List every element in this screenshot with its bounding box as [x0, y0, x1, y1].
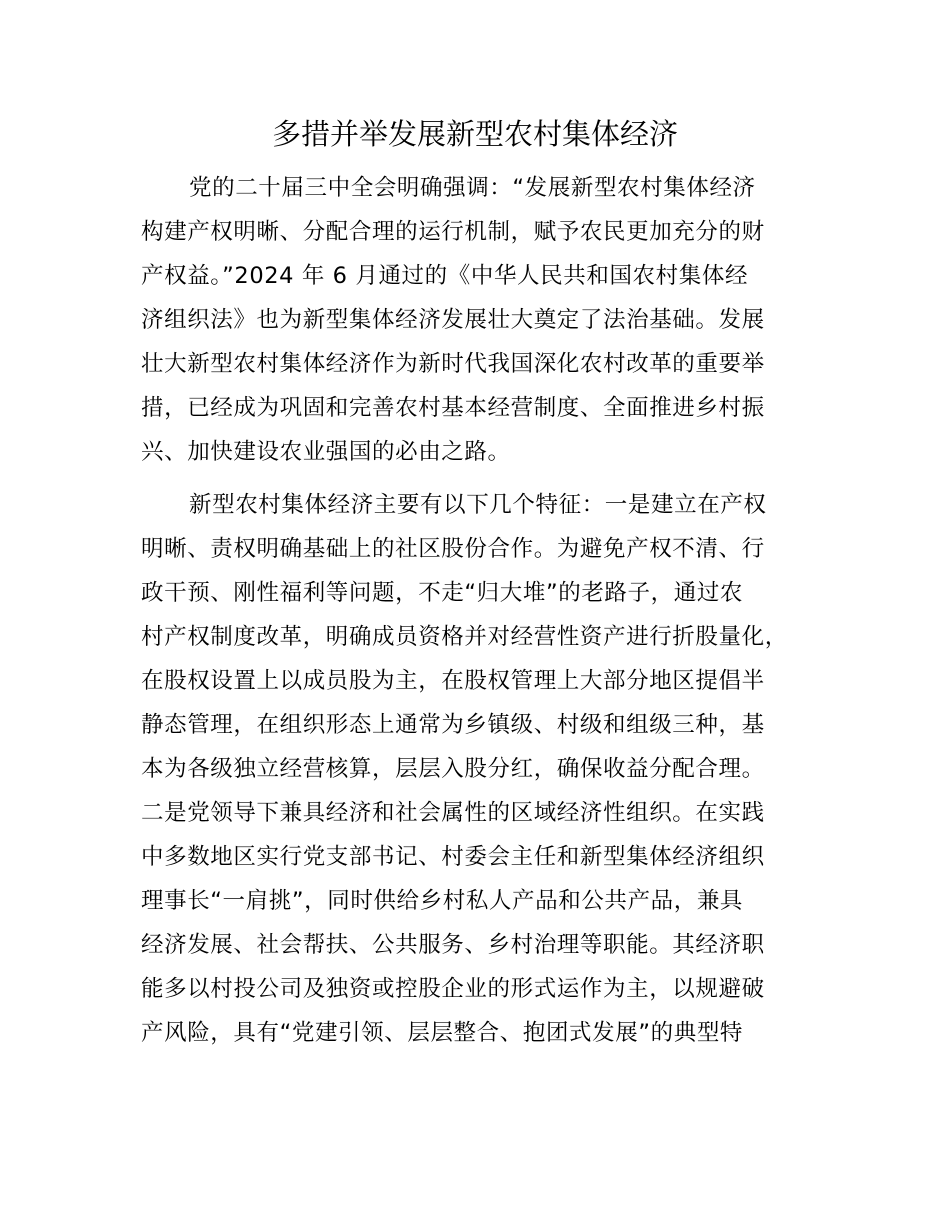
paragraph-line: 中多数地区实行党支部书记、村委会主任和新型集体经济组织 — [141, 844, 765, 870]
paragraph-line: 能多以村投公司及独资或控股企业的形式运作为主，以规避破 — [141, 976, 765, 1002]
paragraph-line: 静态管理，在组织形态上通常为乡镇级、村级和组级三种，基 — [141, 712, 765, 738]
paragraph-line: 经济发展、社会帮扶、公共服务、乡村治理等职能。其经济职 — [141, 932, 765, 958]
paragraph-line: 产权益。”2024 年 6 月通过的《中华人民共和国农村集体经 — [141, 263, 749, 289]
paragraph-line: 理事长“一肩挑”，同时供给乡村私人产品和公共产品，兼具 — [141, 888, 744, 914]
paragraph-line: 在股权设置上以成员股为主，在股权管理上大部分地区提倡半 — [141, 668, 765, 694]
paragraph-line: 构建产权明晰、分配合理的运行机制，赋予农民更加充分的财 — [141, 219, 765, 245]
paragraph-line: 兴、加快建设农业强国的必由之路。 — [141, 439, 511, 465]
paragraph-line: 党的二十届三中全会明确强调：“发展新型农村集体经济 — [189, 175, 756, 201]
paragraph-line: 济组织法》也为新型集体经济发展壮大奠定了法治基础。发展 — [141, 307, 765, 333]
document-title: 多措并举发展新型农村集体经济 — [271, 117, 678, 151]
paragraph-line: 村产权制度改革，明确成员资格并对经营性资产进行折股量化， — [141, 624, 788, 650]
paragraph-line: 二是党领导下兼具经济和社会属性的区域经济性组织。在实践 — [141, 800, 765, 826]
paragraph-line: 明晰、责权明确基础上的社区股份合作。为避免产权不清、行 — [141, 536, 765, 562]
paragraph-line: 本为各级独立经营核算，层层入股分红，确保收益分配合理。 — [141, 756, 765, 782]
paragraph-line: 措，已经成为巩固和完善农村基本经营制度、全面推进乡村振 — [141, 395, 765, 421]
paragraph-line: 壮大新型农村集体经济作为新时代我国深化农村改革的重要举 — [141, 351, 765, 377]
paragraph-line: 产风险，具有“党建引领、层层整合、抱团式发展”的典型特 — [141, 1020, 744, 1046]
paragraph-line: 政干预、刚性福利等问题，不走“归大堆”的老路子，通过农 — [141, 580, 744, 606]
paragraph-line: 新型农村集体经济主要有以下几个特征：一是建立在产权 — [189, 492, 767, 518]
